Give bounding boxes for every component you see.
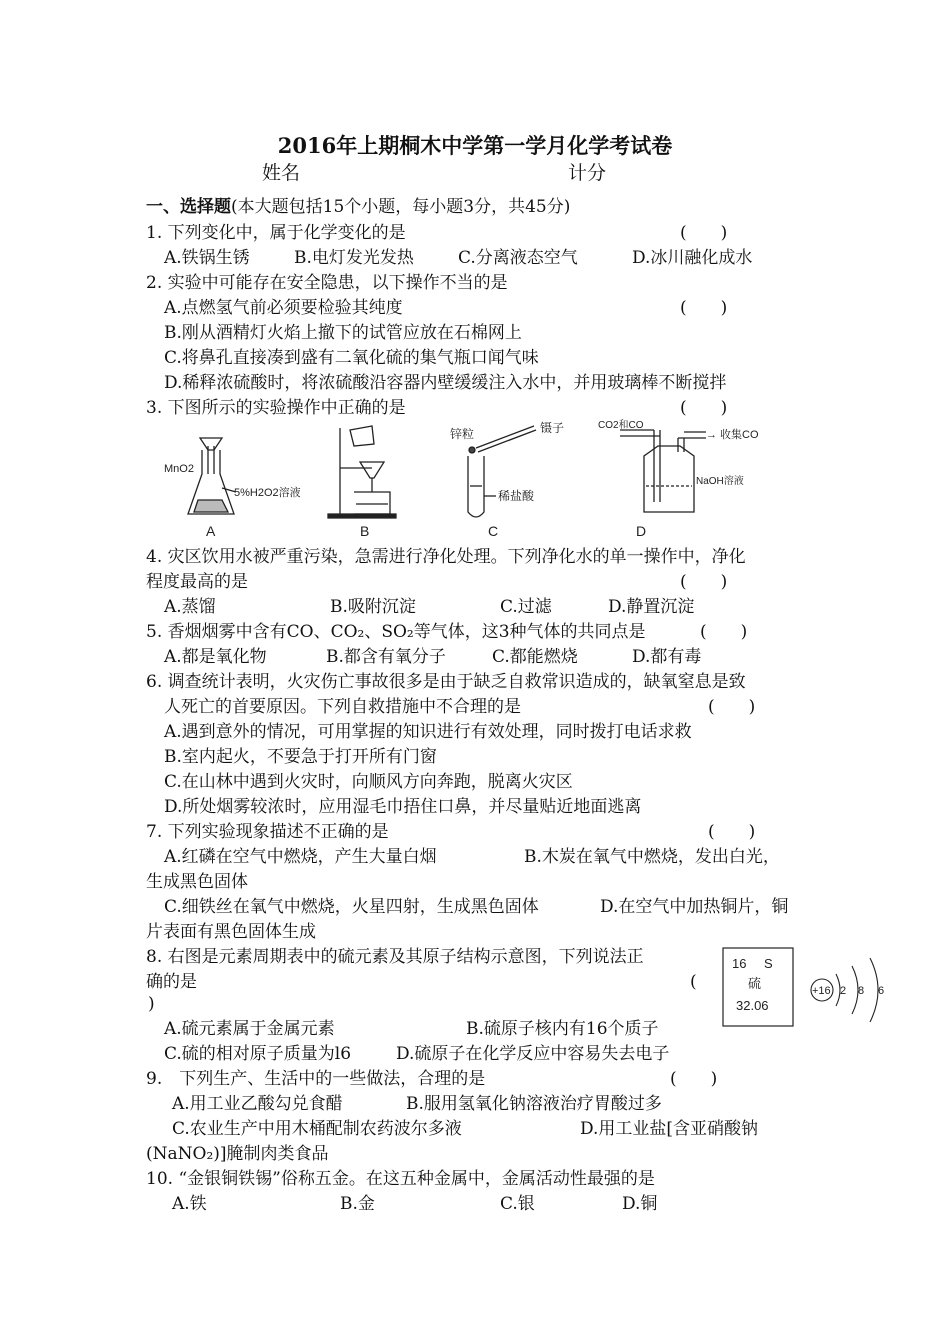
q9-stem: 9. 下列生产、生活中的一些做法，合理的是 <box>146 1069 486 1089</box>
q3-bracket: ( ) <box>680 398 728 418</box>
q6-option-a: A.遇到意外的情况，可用掌握的知识进行有效处理，同时拨打电话求救 <box>164 722 692 742</box>
q4-stem-line2: 程度最高的是 <box>146 572 248 592</box>
q2-stem: 2. 实验中可能存在安全隐患，以下操作不当的是 <box>146 273 508 293</box>
q10-option-b: B.金 <box>340 1194 375 1214</box>
q7-option-a: A.红磷在空气中燃烧，产生大量白烟 <box>164 847 437 867</box>
q2-option-c: C.将鼻孔直接凑到盛有二氧化硫的集气瓶口闻气味 <box>164 348 539 368</box>
sulfur-element-figure <box>716 944 896 1030</box>
fig-d-gas-out-label: → 收集CO <box>706 429 759 441</box>
q7-option-d-cont: 片表面有黑色固体生成 <box>146 922 316 942</box>
shell-electrons-3: 6 <box>878 985 885 997</box>
shell-electrons-1: 2 <box>840 985 847 997</box>
q1-option-b: B.电灯发光发热 <box>294 248 414 268</box>
q8-option-b: B.硫原子核内有16个质子 <box>466 1019 659 1039</box>
q1-option-d: D.冰川融化成水 <box>632 248 753 268</box>
q4-option-b: B.吸附沉淀 <box>330 597 416 617</box>
q5-stem: 5. 香烟烟雾中含有CO、CO₂、SO₂等气体，这3种气体的共同点是 <box>146 622 646 642</box>
q8-option-a: A.硫元素属于金属元素 <box>164 1019 335 1039</box>
q4-option-c: C.过滤 <box>500 597 552 617</box>
q5-option-a: A.都是氧化物 <box>164 647 267 667</box>
apparatus-a <box>188 438 236 514</box>
q6-stem-line2: 人死亡的首要原因。下列自救措施中不合理的是 <box>164 697 521 717</box>
fig-a-letter: A <box>206 523 216 539</box>
q8-stem-line2: 确的是 <box>146 972 197 992</box>
q5-option-c: C.都能燃烧 <box>492 647 578 667</box>
fig-d-letter: D <box>636 523 647 539</box>
atom-structure-diagram <box>811 958 884 1022</box>
q5-option-b: B.都含有氧分子 <box>326 647 446 667</box>
q8-bracket-open: ( <box>690 972 697 992</box>
q9-option-b: B.服用氢氧化钠溶液治疗胃酸过多 <box>406 1094 662 1114</box>
fig-a-solution-label: 5%H2O2溶液 <box>234 487 301 499</box>
fig-c-acid-label: 稀盐酸 <box>498 489 535 503</box>
shell-electrons-2: 8 <box>858 985 865 997</box>
electron-shell-3 <box>870 958 878 1022</box>
q7-option-b: B.木炭在氧气中燃烧，发出白光， <box>524 847 780 867</box>
section-heading: 一、选择题 <box>146 197 231 217</box>
q2-option-a: A.点燃氢气前必须要检验其纯度 <box>164 298 403 318</box>
section-heading-row <box>146 196 570 218</box>
score-label: 计分 <box>568 162 607 184</box>
q1-stem: 1. 下列变化中，属于化学变化的是 <box>146 223 406 243</box>
q7-option-c: C.细铁丝在氧气中燃烧，火星四射，生成黑色固体 <box>164 897 539 917</box>
q4-option-d: D.静置沉淀 <box>608 597 695 617</box>
q10-option-a: A.铁 <box>172 1194 207 1214</box>
q7-bracket: ( ) <box>708 822 756 842</box>
q7-option-b-cont: 生成黑色固体 <box>146 872 248 892</box>
q2-bracket: ( ) <box>680 298 728 318</box>
fig-c-letter: C <box>488 523 499 539</box>
q9-option-a: A.用工业乙酸勾兑食醋 <box>172 1094 343 1114</box>
q9-option-d-cont: (NaNO₂)]腌制肉类食品 <box>146 1144 329 1164</box>
q10-option-d: D.铜 <box>622 1194 658 1214</box>
q8-option-c: C.硫的相对原子质量为l6 <box>164 1044 352 1064</box>
q2-option-d: D.稀释浓硫酸时，将浓硫酸沿容器内壁缓缓注入水中，并用玻璃棒不断搅拌 <box>164 373 727 393</box>
element-number: 16 <box>732 956 747 971</box>
fig-b-letter: B <box>360 523 370 539</box>
q8-stem-line1: 8. 右图是元素周期表中的硫元素及其原子结构示意图，下列说法正 <box>146 947 644 967</box>
q9-option-d: D.用工业盐[含亚硝酸钠 <box>580 1119 759 1139</box>
q1-option-c: C.分离液态空气 <box>458 248 578 268</box>
q3-apparatus-figure <box>150 416 790 542</box>
apparatus-c <box>468 426 536 517</box>
q2-option-b: B.刚从酒精灯火焰上撤下的试管应放在石棉网上 <box>164 323 522 343</box>
q4-stem-line1: 4. 灾区饮用水被严重污染，急需进行净化处理。下列净化水的单一操作中，净化 <box>146 547 746 567</box>
q10-stem: 10. “金银铜铁锡”俗称五金。在这五种金属中，金属活动性最强的是 <box>146 1169 655 1189</box>
section-note: (本大题包括15个小题，每小题3分，共45分) <box>231 197 571 217</box>
atom-nucleus-charge: +16 <box>812 985 831 997</box>
name-label: 姓名 <box>262 162 301 184</box>
q3-stem: 3. 下图所示的实验操作中正确的是 <box>146 398 406 418</box>
q7-stem: 7. 下列实验现象描述不正确的是 <box>146 822 389 842</box>
element-name: 硫 <box>748 976 762 991</box>
element-symbol: S <box>764 956 773 971</box>
q4-bracket: ( ) <box>680 572 728 592</box>
q9-option-c: C.农业生产中用木桶配制农药波尔多液 <box>172 1119 462 1139</box>
page-title: 2016年上期桐木中学第一学月化学考试卷 <box>277 133 673 158</box>
q1-option-a: A.铁锅生锈 <box>164 248 250 268</box>
fig-d-solution-label: NaOH溶液 <box>696 476 744 487</box>
element-mass: 32.06 <box>736 998 769 1013</box>
q8-bracket-close: ) <box>148 994 155 1014</box>
fig-c-zinc-label: 锌粒 <box>450 427 475 441</box>
q8-option-d: D.硫原子在化学反应中容易失去电子 <box>396 1044 670 1064</box>
q1-bracket: ( ) <box>680 223 728 243</box>
fig-d-gas-in-label: CO2和CO <box>598 420 644 431</box>
q6-option-d: D.所处烟雾较浓时，应用湿毛巾捂住口鼻，并尽量贴近地面逃离 <box>164 797 642 817</box>
q5-bracket: ( ) <box>700 622 748 642</box>
q6-stem-line1: 6. 调查统计表明，火灾伤亡事故很多是由于缺乏自救常识造成的，缺氧窒息是致 <box>146 672 746 692</box>
q6-option-c: C.在山林中遇到火灾时，向顺风方向奔跑，脱离火灾区 <box>164 772 573 792</box>
fig-c-tweezers-label: 镊子 <box>540 421 565 435</box>
q6-bracket: ( ) <box>708 697 756 717</box>
apparatus-b <box>328 426 396 518</box>
q6-option-b: B.室内起火，不要急于打开所有门窗 <box>164 747 437 767</box>
q10-option-c: C.银 <box>500 1194 535 1214</box>
fig-a-reagent-label: MnO2 <box>164 463 194 475</box>
q7-option-d: D.在空气中加热铜片，铜 <box>600 897 789 917</box>
q5-option-d: D.都有毒 <box>632 647 702 667</box>
q4-option-a: A.蒸馏 <box>164 597 216 617</box>
q9-bracket: ( ) <box>670 1069 718 1089</box>
apparatus-d <box>620 430 706 512</box>
